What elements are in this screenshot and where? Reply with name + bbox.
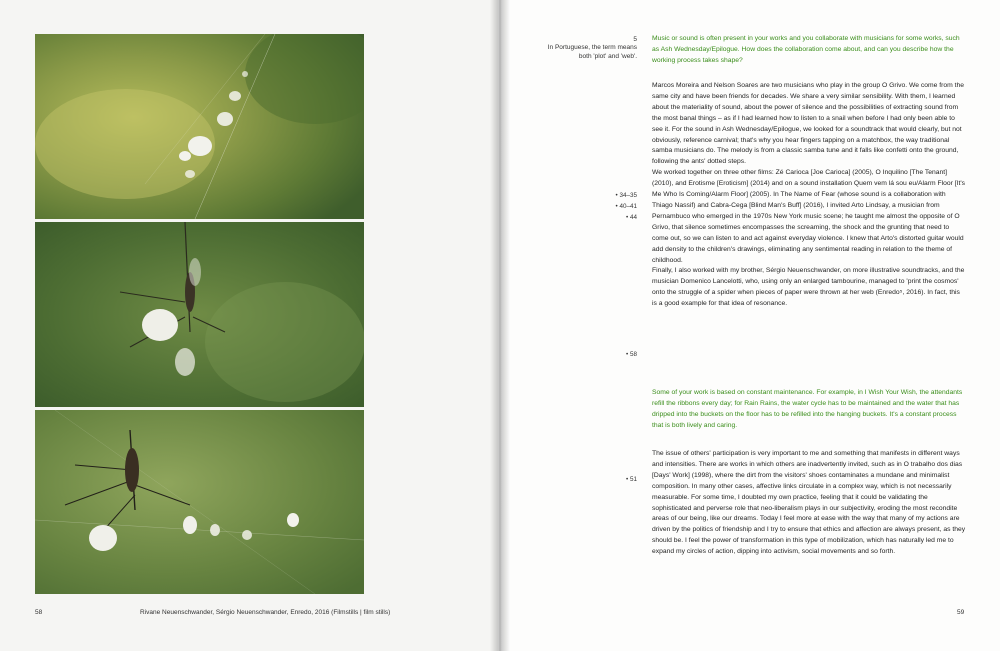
page-number-right: 59 <box>957 609 965 616</box>
film-still-3 <box>35 410 364 594</box>
page-ref: • 40–41 <box>615 202 637 210</box>
margin-refs-b <box>597 350 637 361</box>
page-ref: • 34–35 <box>615 192 637 199</box>
answer-paragraph: The issue of others' participation is very important to me and something that manifests in different ways and intensities. There are works in which others are inadvertently invited, such as in O trabalho dos dias [Days' Work] (1998), where the dirt from the visitors' shoes contaminates a mundane and minimalist composition. In many other cases, affective links circulate in a complex way, which is not necessarily measurable. For some time, I doubted my own practice, feeling that it could be validating the sophisticated and perverse role that neo-liberalism plays in our subjectivity, eroding the most recondite areas of our being, like our dreams. Today I feel more at ease with the way that many of my actions are driven by the politics of friendship and I try to ensure that ethics and affection are always present, as they should be. I feel the power of transformation in this type of mobilization, which has naturally led me to expand my circles of action, dipping into activism, social movements and so forth. <box>652 450 966 556</box>
answer-1 <box>652 81 966 310</box>
left-page <box>0 0 498 651</box>
margin-refs-c <box>597 475 637 486</box>
interview-question-2 <box>652 388 966 432</box>
right-page <box>502 0 1000 651</box>
footnote <box>545 36 637 61</box>
answer-paragraph: Finally, I also worked with my brother, Sérgio Neuenschwander, on more illustrative soundtracks, and the musician Domenico Lancelotti, who, using only an enlarged tambourine, managed to 'print the cosmos' onto the struggle of a spider when pieces of paper were thrown at her web (Enredo⁵, 2016). In fact, this is a good example for that idea of resonance. <box>652 267 965 308</box>
page-ref: • 58 <box>626 351 637 358</box>
footnote-text: In Portuguese, the term means both 'plot' and 'web'. <box>547 44 637 60</box>
page-ref: • 51 <box>626 476 637 483</box>
film-still-2 <box>35 222 364 407</box>
answer-2 <box>652 449 966 558</box>
interview-question-1 <box>652 34 966 67</box>
page-number-left: 58 <box>35 609 43 616</box>
answer-paragraph: Marcos Moreira and Nelson Soares are two musicians who play in the group O Grivo. We come from the same city and have been friends for decades. We share a very similar sensibility. With them, I learned about the materiality of sound, about the power of silence and the possibilities of extracting sound from the most banal things – as if I had learned how to listen to a snail when before I had only been able to see it. For the sound in Ash Wednesday/Epilogue, we looked for a soundtrack that would clearly, but not obviously, reference carnival; that's why you hear fingers tapping on a matchbox, the way traditional samba musicians do. The melody is from a classic samba tune and it falls like confetti onto the ground, following the ants' dotted steps. <box>652 82 965 166</box>
question-text: Some of your work is based on constant maintenance. For example, in I Wish Your Wish, the attendants refill the ribbons every day; for Rain Rains, the water cycle has to be maintained and the water that has dripped into the buckets on the floor has to be refilled into the hanging buckets. It's a constant process that is both lively and caring. <box>652 389 963 429</box>
page-ref: • 44 <box>626 213 637 221</box>
margin-refs-a <box>597 191 637 224</box>
answer-paragraph: We worked together on three other films: Zé Carioca [Joe Carioca] (2005), O Inquilino [The Tenant] (2010), and Erotisme [Eroticism] (2014) and on a sound installation Quem vem lá sou eu/Alarm Floor [It's Me Who Is Coming/Alarm Floor] (2005). In The Name of Fear (whose sound is a collaboration with Thiago Nassif) and Cabra-Cega [Blind Man's Buff] (2016), I invited Arto Lindsay, a musician from Pernambuco who emerged in the 1970s New York music scene; he taught me almost the opposite of O Grivo, that silence sometimes encompasses the screaming, the shock and the grunting that need to come out, so we can listen to and act against everyday violence. I knew that Arto's distorted guitar would add density to the children's drawings, eliminating any sentimental reading in relation to the theme of childhood. <box>652 169 966 264</box>
film-still-1 <box>35 34 364 219</box>
book-gutter <box>490 0 510 651</box>
footnote-number: 5 <box>633 36 637 43</box>
question-text: Music or sound is often present in your works and you collaborate with musicians for some works, such as Ash Wednesday/Epilogue. How does the collaboration come about, and can you describe how the working process takes shape? <box>652 35 960 64</box>
image-caption: Rivane Neuenschwander, Sérgio Neuenschwander, Enredo, 2016 (Filmstills | film stills) <box>140 609 391 616</box>
